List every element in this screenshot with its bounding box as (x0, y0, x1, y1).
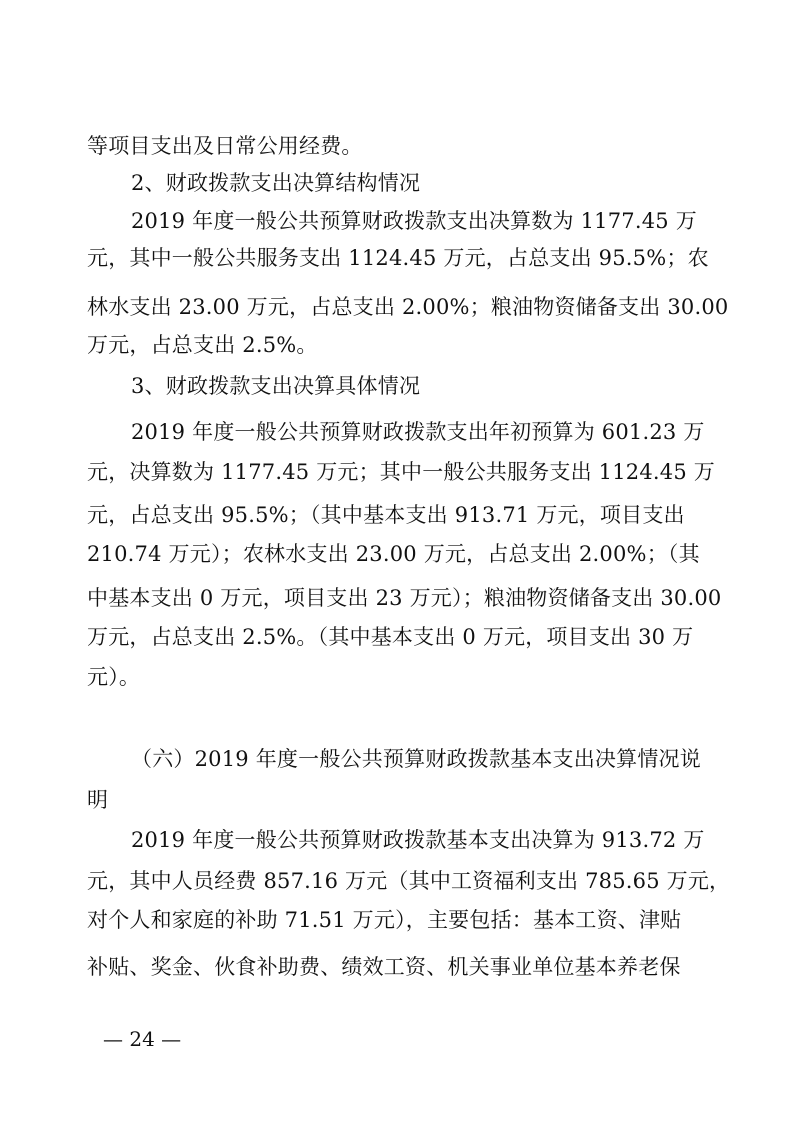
text-line: 2019 年度一般公共预算财政拨款支出决算数为 1177.45 万 (131, 209, 697, 233)
text-line: 等项目支出及日常公用经费。 (87, 134, 363, 158)
text-line: 2019 年度一般公共预算财政拨款支出年初预算为 601.23 万 (131, 420, 705, 444)
text-line: 补贴、奖金、伙食补助费、绩效工资、机关事业单位基本养老保 (87, 955, 681, 979)
text-line: 对个人和家庭的补助 71.51 万元），主要包括：基本工资、津贴 (87, 908, 682, 932)
text-line: 元，占总支出 95.5%；（其中基本支出 913.71 万元，项目支出 (87, 503, 685, 527)
text-line: 万元，占总支出 2.5%。 (87, 333, 318, 357)
text-line: 元，其中一般公共服务支出 1124.45 万元，占总支出 95.5%；农 (87, 246, 709, 270)
subheading-structure: 2、财政拨款支出决算结构情况 (131, 171, 421, 195)
subheading-detail: 3、财政拨款支出决算具体情况 (131, 374, 421, 398)
page-number: — 24 — (103, 1027, 182, 1051)
text-line: 元，其中人员经费 857.16 万元（其中工资福利支出 785.65 万元， (87, 869, 731, 893)
text-line: 2019 年度一般公共预算财政拨款基本支出决算为 913.72 万 (131, 828, 705, 852)
text-line: 中基本支出 0 万元，项目支出 23 万元）；粮油物资储备支出 30.00 (87, 586, 722, 610)
text-line: 林水支出 23.00 万元，占总支出 2.00%；粮油物资储备支出 30.00 (87, 295, 729, 319)
text-line: 元）。 (87, 665, 141, 689)
text-line: 210.74 万元）；农林水支出 23.00 万元，占总支出 2.00%；（其 (87, 542, 700, 566)
text-line: 万元，占总支出 2.5%。（其中基本支出 0 万元，项目支出 30 万 (87, 625, 694, 649)
section-heading: （六）2019 年度一般公共预算财政拨款基本支出决算情况说 (131, 747, 701, 771)
text-line: 元，决算数为 1177.45 万元；其中一般公共服务支出 1124.45 万 (87, 460, 715, 484)
section-heading-continuation: 明 (87, 788, 109, 812)
